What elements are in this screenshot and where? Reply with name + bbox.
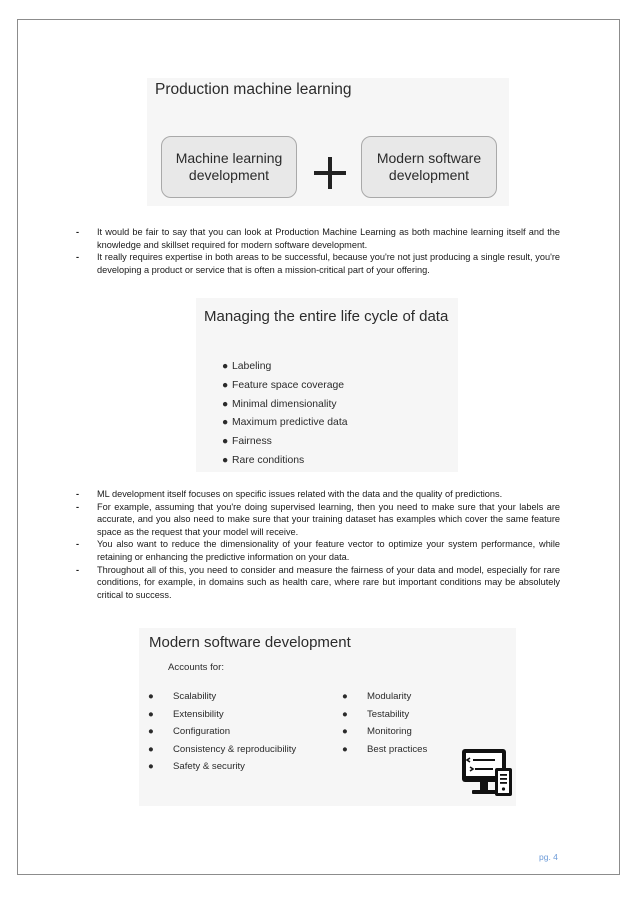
figure-subtitle: Accounts for: <box>168 662 224 673</box>
bullet-dot-icon: ● <box>222 398 229 410</box>
list-item: - For example, assuming that you're doing supervised learning, then you need to make sure that your labels are accurate, and you also need to make sure that your training dataset has examples which cover the same feature space as the request that your model will receive. <box>76 501 560 537</box>
accounts-list-left <box>139 688 296 776</box>
list-item: - You also want to reduce the dimensionality of your feature vector to optimize your system performance, while retaining or enhancing the predictive information on your data. <box>76 539 560 562</box>
bullet-dot-icon: ● <box>222 379 229 391</box>
list-item: ● Rare conditions <box>222 452 348 471</box>
list-item: ● Maximum predictive data <box>222 414 348 433</box>
bullet-dot-icon: ● <box>222 436 229 448</box>
bullet-list-1 <box>76 226 560 276</box>
list-item: ● Minimal dimensionality <box>222 396 348 415</box>
bullet-list-2 <box>76 488 560 601</box>
list-item: ● Testability <box>333 706 427 724</box>
bullet-dot-icon: ● <box>342 726 348 738</box>
figure-title: Modern software development <box>149 634 351 651</box>
list-item: ● Safety & security <box>139 758 296 776</box>
bullet-dot-icon: ● <box>222 454 229 466</box>
bullet-dot-icon: ● <box>342 691 348 702</box>
bullet-dot-icon: ● <box>148 726 154 738</box>
ml-development-box: Machine learning development <box>161 136 297 198</box>
list-item: - Throughout all of this, you need to consider and measure the fairness of your data and model, especially for rare conditions, for example, in domains such as health care, where rare but important conditions may be absolutely critical to success. <box>76 564 560 600</box>
bullet-dot-icon: ● <box>148 708 154 720</box>
dash-marker: - <box>76 501 80 512</box>
list-item: ● Extensibility <box>139 706 296 724</box>
list-item: ● Labeling <box>222 358 348 377</box>
software-development-box: Modern software development <box>361 136 497 198</box>
dash-marker: - <box>76 227 80 237</box>
list-item: ● Fairness <box>222 433 348 452</box>
data-lifecycle-figure <box>196 298 458 472</box>
accounts-list-right <box>333 688 427 758</box>
dash-marker: - <box>76 539 80 550</box>
list-item: - ML development itself focuses on specific issues related with the data and the quality of predictions. <box>76 489 503 499</box>
bullet-dot-icon: ● <box>148 761 154 773</box>
bullet-dot-icon: ● <box>342 708 348 720</box>
list-item: ● Best practices <box>333 741 427 759</box>
bullet-dot-icon: ● <box>222 417 229 429</box>
bullet-dot-icon: ● <box>342 743 348 755</box>
dash-marker: - <box>76 252 80 263</box>
list-item: ● Consistency & reproducibility <box>139 741 296 759</box>
dash-marker: - <box>76 564 80 575</box>
list-item: - It really requires expertise in both areas to be successful, because you're not just producing a single result, you're developing a product or service that is often a mission-critical part of your offering. <box>76 252 560 275</box>
dash-marker: - <box>76 489 80 499</box>
computer-monitor-icon <box>460 746 514 800</box>
list-item: ● Modularity <box>333 688 427 706</box>
bullet-dot-icon: ● <box>148 691 154 702</box>
page-number: pg. 4 <box>539 852 558 862</box>
bullet-dot-icon: ● <box>148 743 154 755</box>
plus-icon-vertical <box>328 157 332 189</box>
list-item: ● Configuration <box>139 723 296 741</box>
figure-title: Managing the entire life cycle of data <box>204 308 449 325</box>
lifecycle-list <box>222 358 348 471</box>
modern-software-figure <box>139 628 516 806</box>
list-item: - It would be fair to say that you can look at Production Machine Learning as both machine learning itself and the knowledge and skillset required for modern software development. <box>76 227 560 250</box>
bullet-dot-icon: ● <box>222 361 229 372</box>
figure-title: Production machine learning <box>155 81 352 98</box>
list-item: ● Scalability <box>139 688 296 706</box>
list-item: ● Feature space coverage <box>222 377 348 396</box>
production-ml-figure <box>147 78 509 206</box>
list-item: ● Monitoring <box>333 723 427 741</box>
